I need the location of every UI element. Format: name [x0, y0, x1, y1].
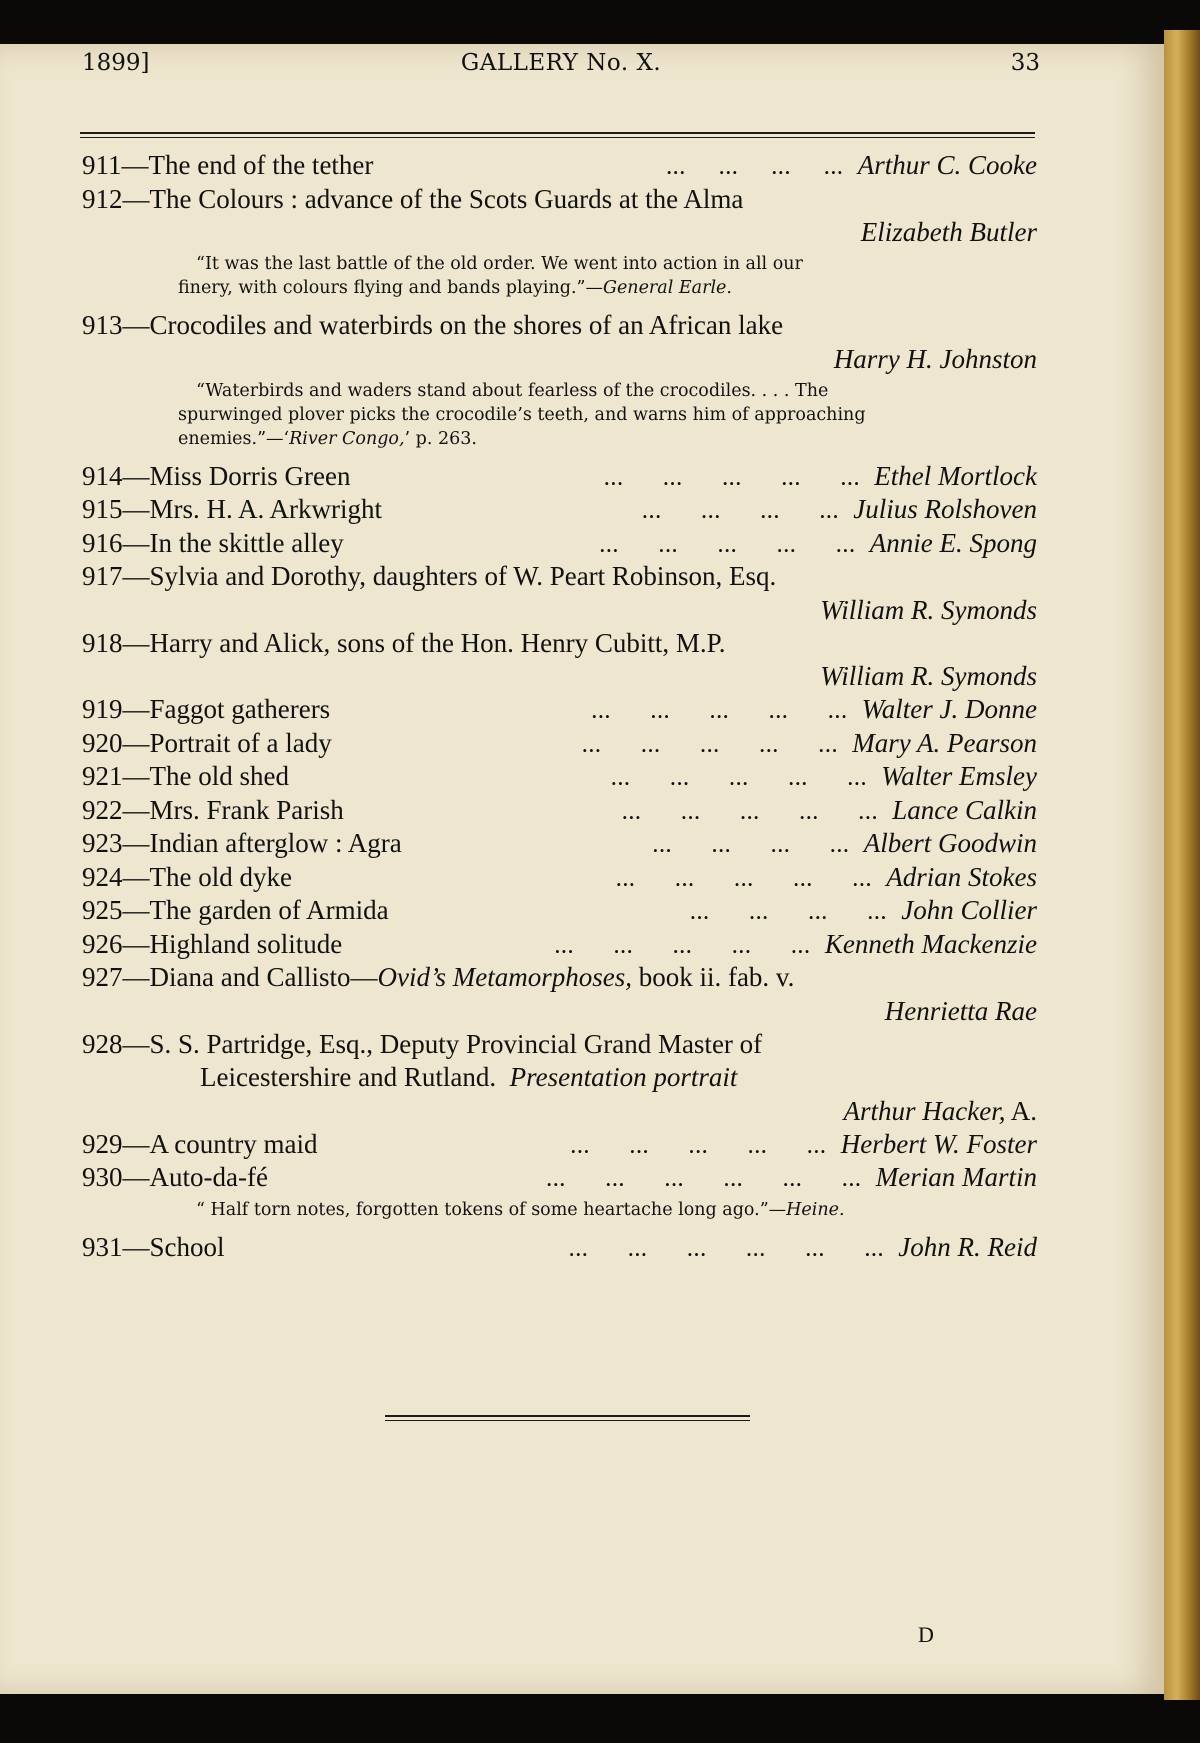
entry-number: 916 [82, 527, 123, 558]
entry-title: Harry and Alick, sons of the Hon. Henry Cubitt, M.P. [149, 627, 726, 658]
entry-artist: Mary A. Pearson [852, 727, 1037, 758]
quote-line: spurwinged plover picks the crocodile’s teeth, and warns him of approaching [178, 404, 866, 425]
leader-dots: ... ... ... ... [652, 837, 850, 856]
entry-number: 921 [82, 761, 123, 791]
entry-artist: Harry H. Johnston [833, 343, 1037, 374]
catalogue-entry-931: 931 — School ... ... ... ... ... ... John R. Reid [82, 1231, 1037, 1262]
entry-title: Mrs. Frank Parish [149, 794, 344, 825]
entry-title-line2: Leicestershire and Rutland. [200, 1062, 497, 1092]
entry-number: 920 [82, 727, 123, 758]
entry-number: 922 [82, 794, 123, 825]
catalogue-entry-920: 920 — Portrait of a lady ... ... ... ... ... Mary A. Pearson [82, 727, 1037, 758]
header-rule [80, 132, 1035, 138]
quote-line: “Waterbirds and waders stand about fearless of the crocodiles. . . . The [196, 380, 829, 401]
entry-title-continuation [82, 1062, 1037, 1096]
entry-artist: John Collier [901, 895, 1037, 925]
entry-title: Faggot gatherers [149, 694, 331, 724]
entry-number: 912 [82, 183, 123, 214]
catalogue-entry-922: 922 — Mrs. Frank Parish ... ... ... ... ... Lance Calkin [82, 794, 1037, 825]
quote-line: finery, with colours flying and bands playing.”— [178, 278, 603, 298]
entry-artist: Elizabeth Butler [860, 217, 1037, 247]
catalogue-entry-929: 929 — A country maid ... ... ... ... ... Herbert W. Foster [82, 1128, 1037, 1159]
quote-line: “ Half torn notes, forgotten tokens of some heartache long ago.”— [196, 1199, 787, 1220]
leader-dots: ... ... ... ... ... [591, 703, 848, 722]
entry-title: In the skittle alley [149, 527, 344, 558]
entry-artist: Henrietta Rae [884, 995, 1037, 1026]
catalogue-list [82, 150, 1037, 1265]
catalogue-entry-911: 911 — The end of the tether ... ... ... ... Arthur C. Cooke [82, 150, 1037, 180]
entry-number: 929 [82, 1128, 123, 1159]
leader-dots: ... ... ... ... ... [582, 736, 839, 756]
running-header [82, 50, 1040, 90]
catalogue-entry-914: 914 — Miss Dorris Green ... ... ... ... ... Ethel Mortlock [82, 460, 1037, 491]
catalogue-entry-925: 925 — The garden of Armida ... ... ... ... John Collier [82, 895, 1037, 925]
page-number: 33 [1010, 50, 1040, 76]
leader-dots: ... ... ... ... ... [622, 803, 879, 823]
entry-artist: Merian Martin [875, 1162, 1037, 1192]
entry-artist: William R. Symonds [820, 594, 1037, 625]
entry-title: Mrs. H. A. Arkwright [149, 494, 383, 524]
leader-dots: ... ... ... ... ... [616, 870, 873, 890]
end-rule [385, 1415, 750, 1421]
quote-source: General Earle. [602, 278, 732, 298]
entry-artist: Albert Goodwin [863, 828, 1037, 858]
entry-title: Highland solitude [149, 928, 343, 959]
quote-line: enemies.”—‘ [178, 428, 290, 449]
entry-number: 918 [82, 627, 123, 658]
entry-artist-name: Arthur Hacker, [843, 1095, 1006, 1126]
entry-artist: Annie E. Spong [869, 527, 1037, 558]
entry-title: The end of the tether [148, 150, 374, 180]
header-gallery: GALLERY No. X. [460, 50, 662, 76]
entry-number: 926 [82, 928, 123, 959]
catalogue-entry-916: 916 — In the skittle alley ... ... ... ... ... Annie E. Spong [82, 527, 1037, 558]
entry-title-tail: book ii. fab. v. [631, 962, 795, 992]
entry-quote [82, 1198, 1037, 1222]
leader-dots: ... ... ... ... ... ... [568, 1240, 885, 1260]
entry-artist: Julius Rolshoven [853, 494, 1037, 524]
entry-artist: Lance Calkin [892, 794, 1037, 825]
entry-artist-suffix: A. [1005, 1095, 1037, 1126]
header-year: 1899] [82, 50, 150, 76]
entry-title: Indian afterglow : Agra [149, 828, 402, 858]
entry-number: 917 [82, 561, 123, 591]
entry-number: 923 [82, 828, 123, 858]
entry-number: 925 [82, 895, 123, 925]
entry-number: 919 [82, 694, 123, 724]
catalogue-entry-921: 921 — The old shed ... ... ... ... ... Walter Emsley [82, 761, 1037, 791]
entry-quote [82, 379, 1037, 451]
entry-artist: William R. Symonds [820, 661, 1037, 691]
entry-title: The old dyke [149, 861, 292, 892]
entry-artist: Kenneth Mackenzie [824, 928, 1037, 959]
catalogue-entry-919: 919 — Faggot gatherers ... ... ... ... ... Walter J. Donne [82, 694, 1037, 724]
entry-title: Crocodiles and waterbirds on the shores of an African lake [149, 310, 784, 340]
leader-dots: ... ... ... ... [642, 503, 840, 522]
entry-quote [82, 252, 1037, 300]
entry-number: 930 [82, 1162, 123, 1192]
entry-artist: Arthur C. Cooke [857, 150, 1037, 180]
catalogue-entry-923: 923 — Indian afterglow : Agra ... ... ... ... Albert Goodwin [82, 828, 1037, 858]
entry-title: A country maid [149, 1128, 318, 1159]
entry-number: 915 [82, 494, 123, 524]
leader-dots: ... ... ... ... ... [554, 937, 811, 957]
entry-title: S. S. Partridge, Esq., Deputy Provincial Grand Master of [149, 1028, 763, 1059]
leader-dots: ... ... ... ... ... [570, 1137, 827, 1157]
quote-line: “It was the last battle of the old order. We went into action in all our [196, 254, 803, 274]
leader-dots: ... ... ... ... [666, 159, 844, 178]
leader-dots: ... ... ... ... ... [604, 469, 861, 489]
entry-artist: Walter J. Donne [861, 694, 1037, 724]
catalogue-entry-927: 927 — Diana and Callisto— Ovid’s Metamorphoses, book ii. fab. v. [82, 962, 795, 992]
entry-number: 914 [82, 460, 123, 491]
quote-source: River Congo, [289, 428, 405, 449]
entry-artist: Ethel Mortlock [874, 460, 1037, 491]
catalogue-entry-912: 912 — The Colours : advance of the Scots Guards at the Alma [82, 183, 744, 214]
catalogue-entry-928: 928 — S. S. Partridge, Esq., Deputy Provincial Grand Master of [82, 1028, 763, 1059]
entry-number: 911 [82, 150, 122, 180]
leader-dots: ... ... ... ... [690, 904, 888, 923]
quote-source: Heine. [786, 1199, 845, 1220]
entry-title: The old shed [149, 761, 289, 791]
entry-artist: Herbert W. Foster [840, 1128, 1037, 1159]
entry-title: The garden of Armida [149, 895, 389, 925]
entry-artist [82, 1096, 1037, 1129]
entry-title: Diana and Callisto— [149, 962, 378, 992]
entry-artist: Adrian Stokes [886, 861, 1037, 892]
catalogue-entry-915: 915 — Mrs. H. A. Arkwright ... ... ... ... Julius Rolshoven [82, 494, 1037, 524]
leader-dots: ... ... ... ... ... ... [546, 1171, 862, 1190]
entry-number: 928 [82, 1028, 123, 1059]
catalogue-entry-917: 917 — Sylvia and Dorothy, daughters of W. Peart Robinson, Esq. [82, 561, 777, 591]
page-gilt-edge [1164, 30, 1200, 1700]
catalogue-entry-930: 930 — Auto-da-fé ... ... ... ... ... ... Merian Martin [82, 1162, 1037, 1192]
entry-number: 931 [82, 1231, 123, 1262]
entry-title: Portrait of a lady [149, 727, 332, 758]
leader-dots: ... ... ... ... ... [611, 770, 868, 789]
entry-title: Miss Dorris Green [149, 460, 351, 491]
entry-number: 924 [82, 861, 123, 892]
entry-title: School [149, 1231, 225, 1262]
catalogue-entry-926: 926 — Highland solitude ... ... ... ... ... Kenneth Mackenzie [82, 928, 1037, 959]
catalogue-entry-913: 913 — Crocodiles and waterbirds on the shores of an African lake [82, 310, 784, 340]
catalogue-entry-924: 924 — The old dyke ... ... ... ... ... Adrian Stokes [82, 861, 1037, 892]
entry-title-source: Ovid’s Metamorphoses, [377, 962, 632, 992]
quote-line: ’ p. 263. [404, 428, 477, 449]
entry-title-note: Presentation portrait [509, 1062, 738, 1092]
entry-number: 927 [82, 962, 123, 992]
entry-title: Auto-da-fé [149, 1162, 268, 1192]
entry-artist: Walter Emsley [881, 761, 1037, 791]
entry-title: The Colours : advance of the Scots Guards at the Alma [149, 183, 744, 214]
signature-mark: D [918, 1622, 934, 1647]
entry-number: 913 [82, 310, 123, 340]
entry-title: Sylvia and Dorothy, daughters of W. Peart Robinson, Esq. [149, 561, 777, 591]
catalogue-entry-918: 918 — Harry and Alick, sons of the Hon. Henry Cubitt, M.P. [82, 627, 726, 658]
entry-artist: John R. Reid [898, 1231, 1037, 1262]
leader-dots: ... ... ... ... ... [599, 536, 856, 556]
